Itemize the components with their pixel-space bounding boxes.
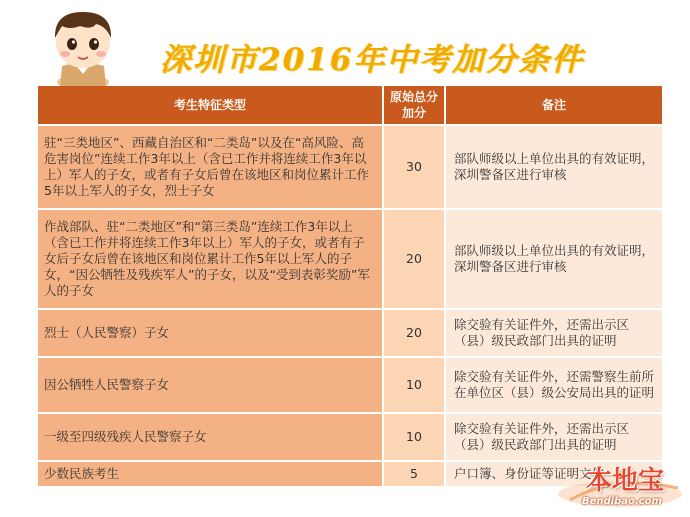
cartoon-boy-mascot <box>40 4 126 88</box>
table-row <box>38 210 664 310</box>
header-note: 备注 <box>446 86 664 126</box>
points-cell: 20 <box>384 210 446 310</box>
category-cell: 作战部队、驻“二类地区”和“第三类岛”连续工作3年以上（含已工作并将连续工作3年以上）军人的子女，或者有子女后子女后曾在该地区和岗位累计工作5年以上军人的子女，“因公牺牲及残疾军人”的子女，以及“受到表彰奖励”军人的子女 <box>38 210 384 310</box>
points-cell: 20 <box>384 310 446 358</box>
table-row <box>38 358 664 414</box>
note-cell: 除交验有关证件外，还需出示区（县）级民政部门出具的证明 <box>446 414 664 462</box>
table-row <box>38 126 664 210</box>
category-cell: 驻“三类地区”、西藏自治区和“二类岛”以及在“高风险、高危害岗位”连续工作3年以上（含已工作并将连续工作3年以上）军人的子女，或者有子女后曾在该地区和岗位累计工作5年以上军人的子女，烈士子女 <box>38 126 384 210</box>
points-cell: 10 <box>384 414 446 462</box>
bonus-points-table <box>38 86 664 488</box>
note-cell: 部队师级以上单位出具的有效证明，深圳警备区进行审核 <box>446 126 664 210</box>
watermark-url: Bendibao.com <box>582 496 662 507</box>
category-cell: 少数民族考生 <box>38 462 384 488</box>
note-cell: 除交验有关证件外，还需出示区（县）级民政部门出具的证明 <box>446 310 664 358</box>
note-cell: 除交验有关证件外，还需警察生前所在单位区（县）级公安局出具的证明 <box>446 358 664 414</box>
page-title: 深圳市2016年中考加分条件 <box>160 42 585 78</box>
category-cell: 烈士（人民警察）子女 <box>38 310 384 358</box>
note-cell: 部队师级以上单位出具的有效证明，深圳警备区进行审核 <box>446 210 664 310</box>
points-cell: 30 <box>384 126 446 210</box>
points-cell: 5 <box>384 462 446 488</box>
header-category: 考生特征类型 <box>38 86 384 126</box>
table-row <box>38 310 664 358</box>
note-cell: 户口簿、身份证等证明文件 <box>446 462 664 488</box>
category-cell: 因公牺牲人民警察子女 <box>38 358 384 414</box>
points-cell: 10 <box>384 358 446 414</box>
watermark-brand: 本地宝 <box>586 466 665 496</box>
category-cell: 一级至四级残疾人民警察子女 <box>38 414 384 462</box>
header-points: 原始总分加分 <box>384 86 446 126</box>
